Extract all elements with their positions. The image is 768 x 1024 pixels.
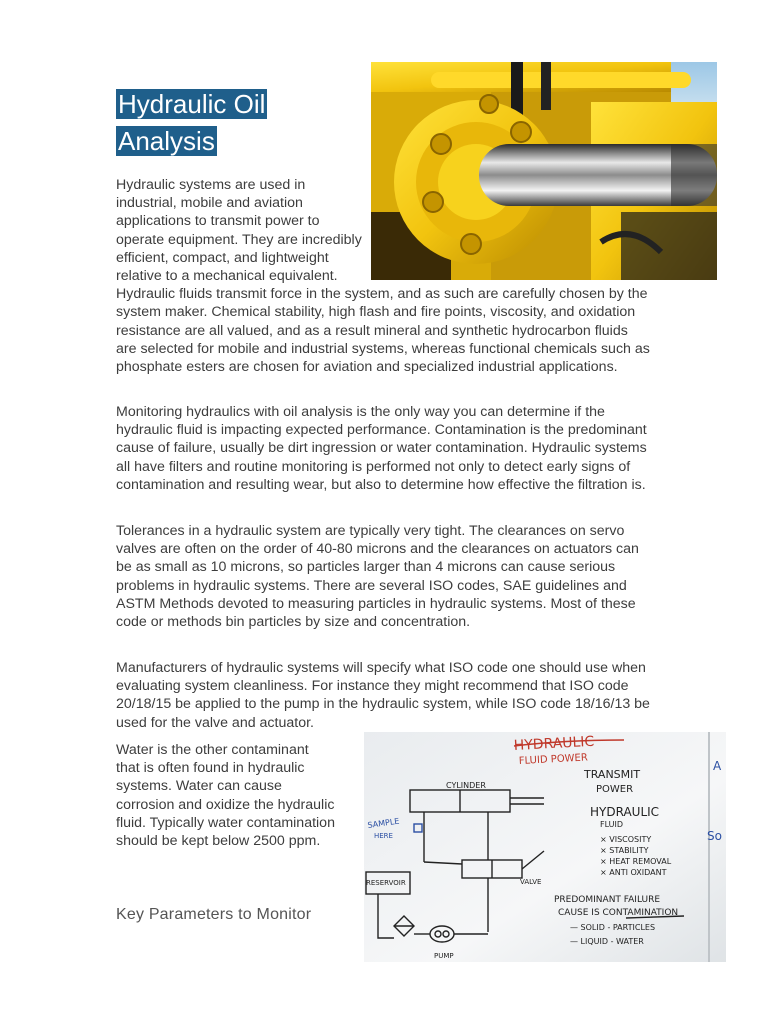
wb-valve-label: VALVE [520, 878, 542, 886]
monitoring-paragraph: Monitoring hydraulics with oil analysis is the only way you can determine if the hydraulic fluid is impacting expected performance. Contamination is the predominant cause of failure, usually be dirt ingression or water contamination. Hydraulic systems all have filters and routine monitoring is performed not only to detect early signs of contamination and resulting wear, but also to determine how effective the filtration is. [116, 404, 647, 493]
wb-bullet-2: × STABILITY [600, 846, 649, 855]
wb-pump-label: PUMP [434, 952, 454, 960]
image-wrap-spacer [362, 176, 652, 284]
key-parameters-heading: Key Parameters to Monitor [116, 906, 312, 923]
intro-paragraph [116, 176, 652, 376]
wb-failure-2: CAUSE IS CONTAMINATION [558, 908, 679, 918]
wb-sample-2: HERE [374, 832, 393, 840]
wb-bullet-4: × ANTI OXIDANT [600, 868, 667, 877]
tolerances-paragraph: Tolerances in a hydraulic system are typically very tight. The clearances on servo valves are often on the order of 40-80 microns and the clearances on actuators can be as small as 10 microns, so particles larger than 4 microns can cause serious problems in hydraulic systems. There are several ISO codes, SAE guidelines and ASTM Methods devoted to measuring particles in hydraulic systems. Most of these code or methods bin particles by size and concentration. [116, 523, 639, 631]
water-paragraph: Water is the other contaminant that is often found in hydraulic systems. Water can cause corrosion and oxidize the hydraulic fluid. Typically water contamination should be kept below 2500 ppm. [116, 742, 335, 850]
wb-transmit-1: TRANSMIT [584, 768, 641, 781]
wb-transmit-2: POWER [596, 784, 634, 795]
wb-failure-1: PREDOMINANT FAILURE [554, 895, 661, 905]
wb-bullet-3: × HEAT REMOVAL [600, 857, 672, 866]
wb-fluid: FLUID [600, 820, 624, 829]
whiteboard-photo [364, 732, 726, 962]
page-title [116, 86, 267, 160]
wb-solid: — SOLID - PARTICLES [570, 923, 656, 932]
wb-edge-2: So [707, 829, 722, 843]
wb-sample-1: SAMPLE [367, 816, 400, 830]
wb-hydraulic: HYDRAULIC [590, 805, 660, 819]
wb-cylinder-label: CYLINDER [446, 781, 486, 790]
wb-edge-1: A [713, 759, 722, 773]
wb-bullet-1: × VISCOSITY [600, 835, 652, 844]
title-line-2: Analysis [118, 126, 215, 156]
wb-liquid: — LIQUID - WATER [570, 937, 644, 946]
wb-heading-1: HYDRAULIC [513, 733, 595, 754]
manufacturers-paragraph: Manufacturers of hydraulic systems will specify what ISO code one should use when evaluating system cleanliness. For instance they might recommend that ISO code 20/18/15 be applied to the pump in the hydraulic system, while ISO code 18/16/13 be used for the valve and actuator. [116, 660, 650, 731]
wb-heading-2: FLUID POWER [518, 752, 589, 767]
title-line-1: Hydraulic Oil [118, 89, 266, 119]
intro-text: Hydraulic systems are used in industrial, mobile and aviation applications to transmit power to operate equipment. They are incredibly efficient, compact, and lightweight relative to a mechanical equivalent. Hydraulic fluids transmit force in the system, and as such are carefully chosen by the system maker. Chemical stability, high flash and fire points, viscosity, and oxidation resistance are all valued, and as a result mineral and synthetic hydrocarbon fluids are selected for mobile and industrial systems, whereas functional chemicals such as phosphate esters are chosen for aviation and specialized industrial applications. [116, 177, 650, 376]
wb-reservoir-label: RESERVOIR [366, 879, 406, 887]
